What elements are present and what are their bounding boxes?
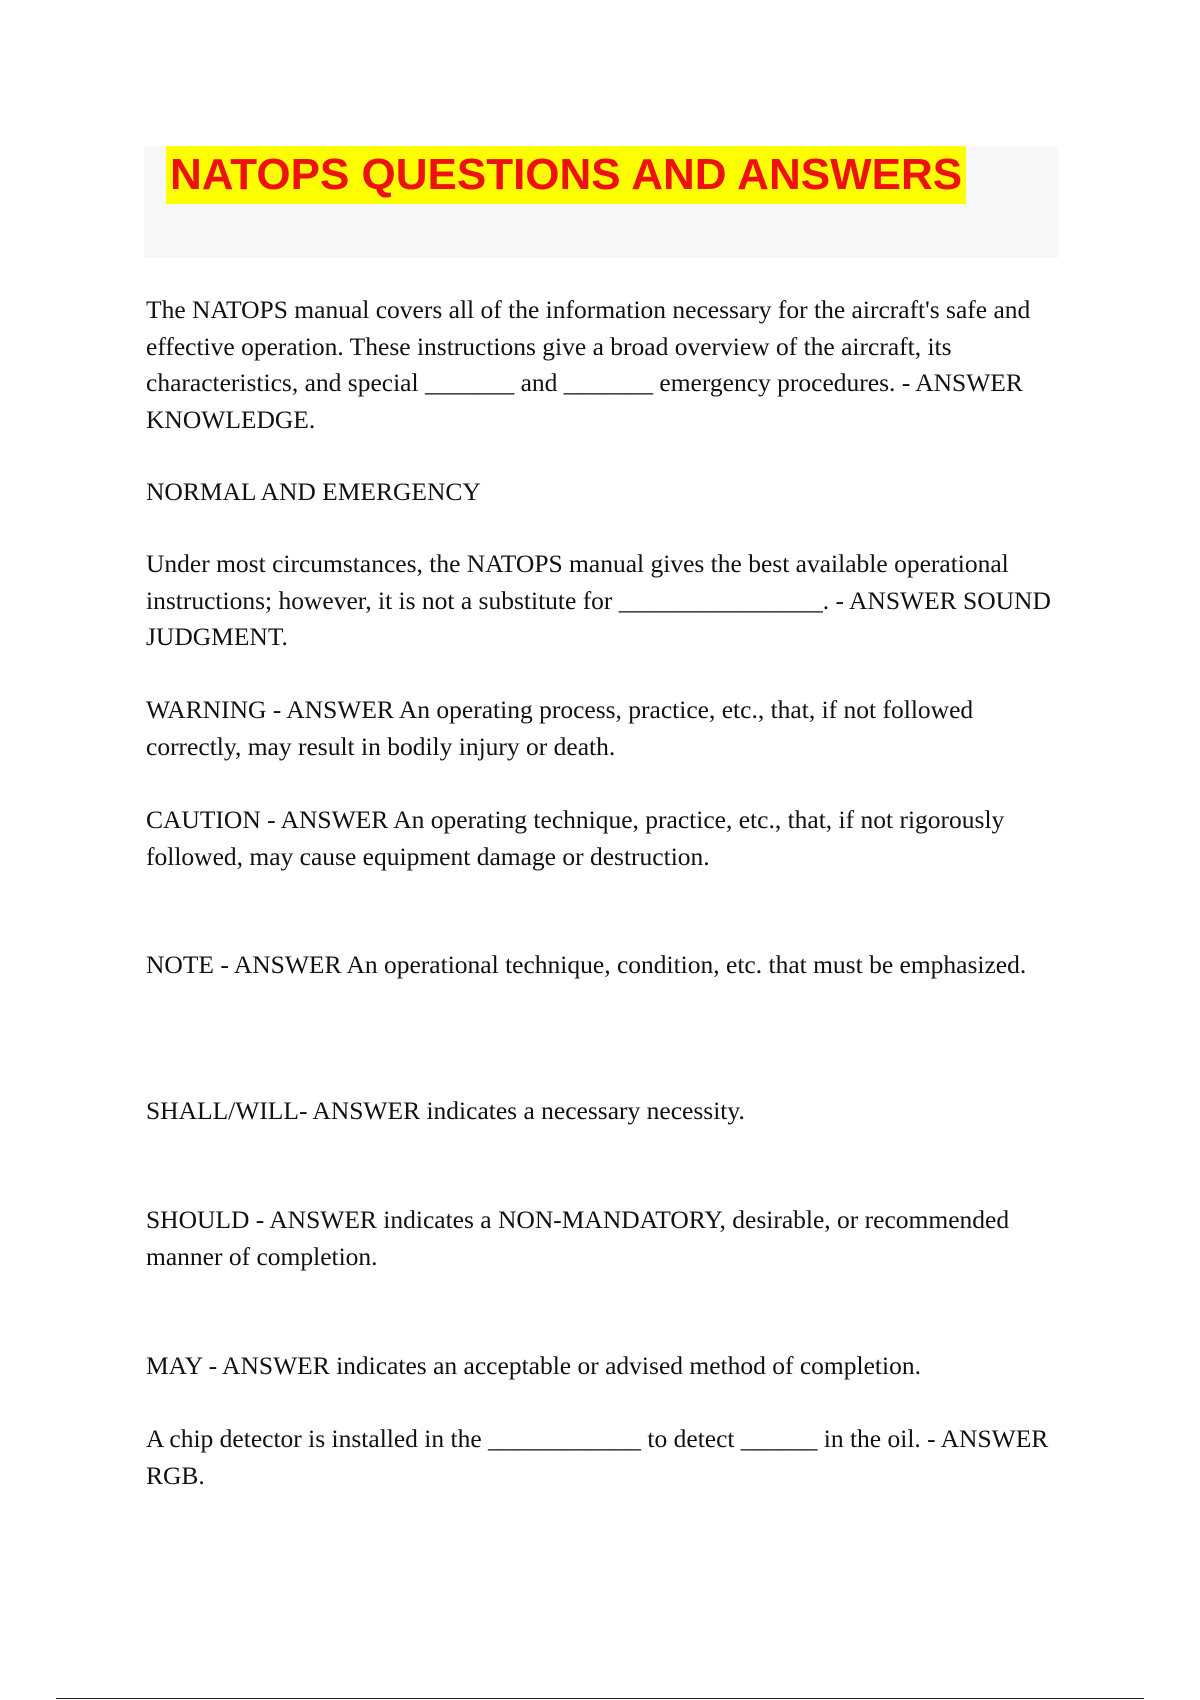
- paragraph-should: SHOULD - ANSWER indicates a NON-MANDATORY, desirable, or recommended manner of completion.: [146, 1205, 1010, 1271]
- bottom-rule: [56, 1698, 1144, 1699]
- paragraph-note: NOTE - ANSWER An operational technique, condition, etc. that must be emphasized.: [146, 950, 1027, 979]
- paragraph-shall-will: SHALL/WILL- ANSWER indicates a necessary necessity.: [146, 1096, 745, 1125]
- paragraph-natops-manual: The NATOPS manual covers all of the information necessary for the aircraft's safe and effective operation. These instructions give a broad overview of the aircraft, its characteristics, and special _______ and _______ emergency procedures. - ANSWER KNOWLEDGE.: [146, 295, 1031, 434]
- title-band: [144, 146, 1058, 258]
- paragraph-chip-detector: A chip detector is installed in the ____________ to detect ______ in the oil. - ANSWER RGB.: [146, 1424, 1049, 1490]
- document-title: NATOPS QUESTIONS AND ANSWERS: [166, 146, 966, 204]
- paragraph-sound-judgment: Under most circumstances, the NATOPS manual gives the best available operational instructions; however, it is not a substitute for ________________. - ANSWER SOUND JUDGMENT.: [146, 549, 1051, 651]
- paragraph-normal-emergency: NORMAL AND EMERGENCY: [146, 477, 481, 506]
- paragraph-may: MAY - ANSWER indicates an acceptable or advised method of completion.: [146, 1351, 921, 1380]
- paragraph-caution: CAUTION - ANSWER An operating technique, practice, etc., that, if not rigorously followed, may cause equipment damage or destruction.: [146, 805, 1005, 871]
- paragraph-warning: WARNING - ANSWER An operating process, practice, etc., that, if not followed correctly, may result in bodily injury or death.: [146, 695, 974, 761]
